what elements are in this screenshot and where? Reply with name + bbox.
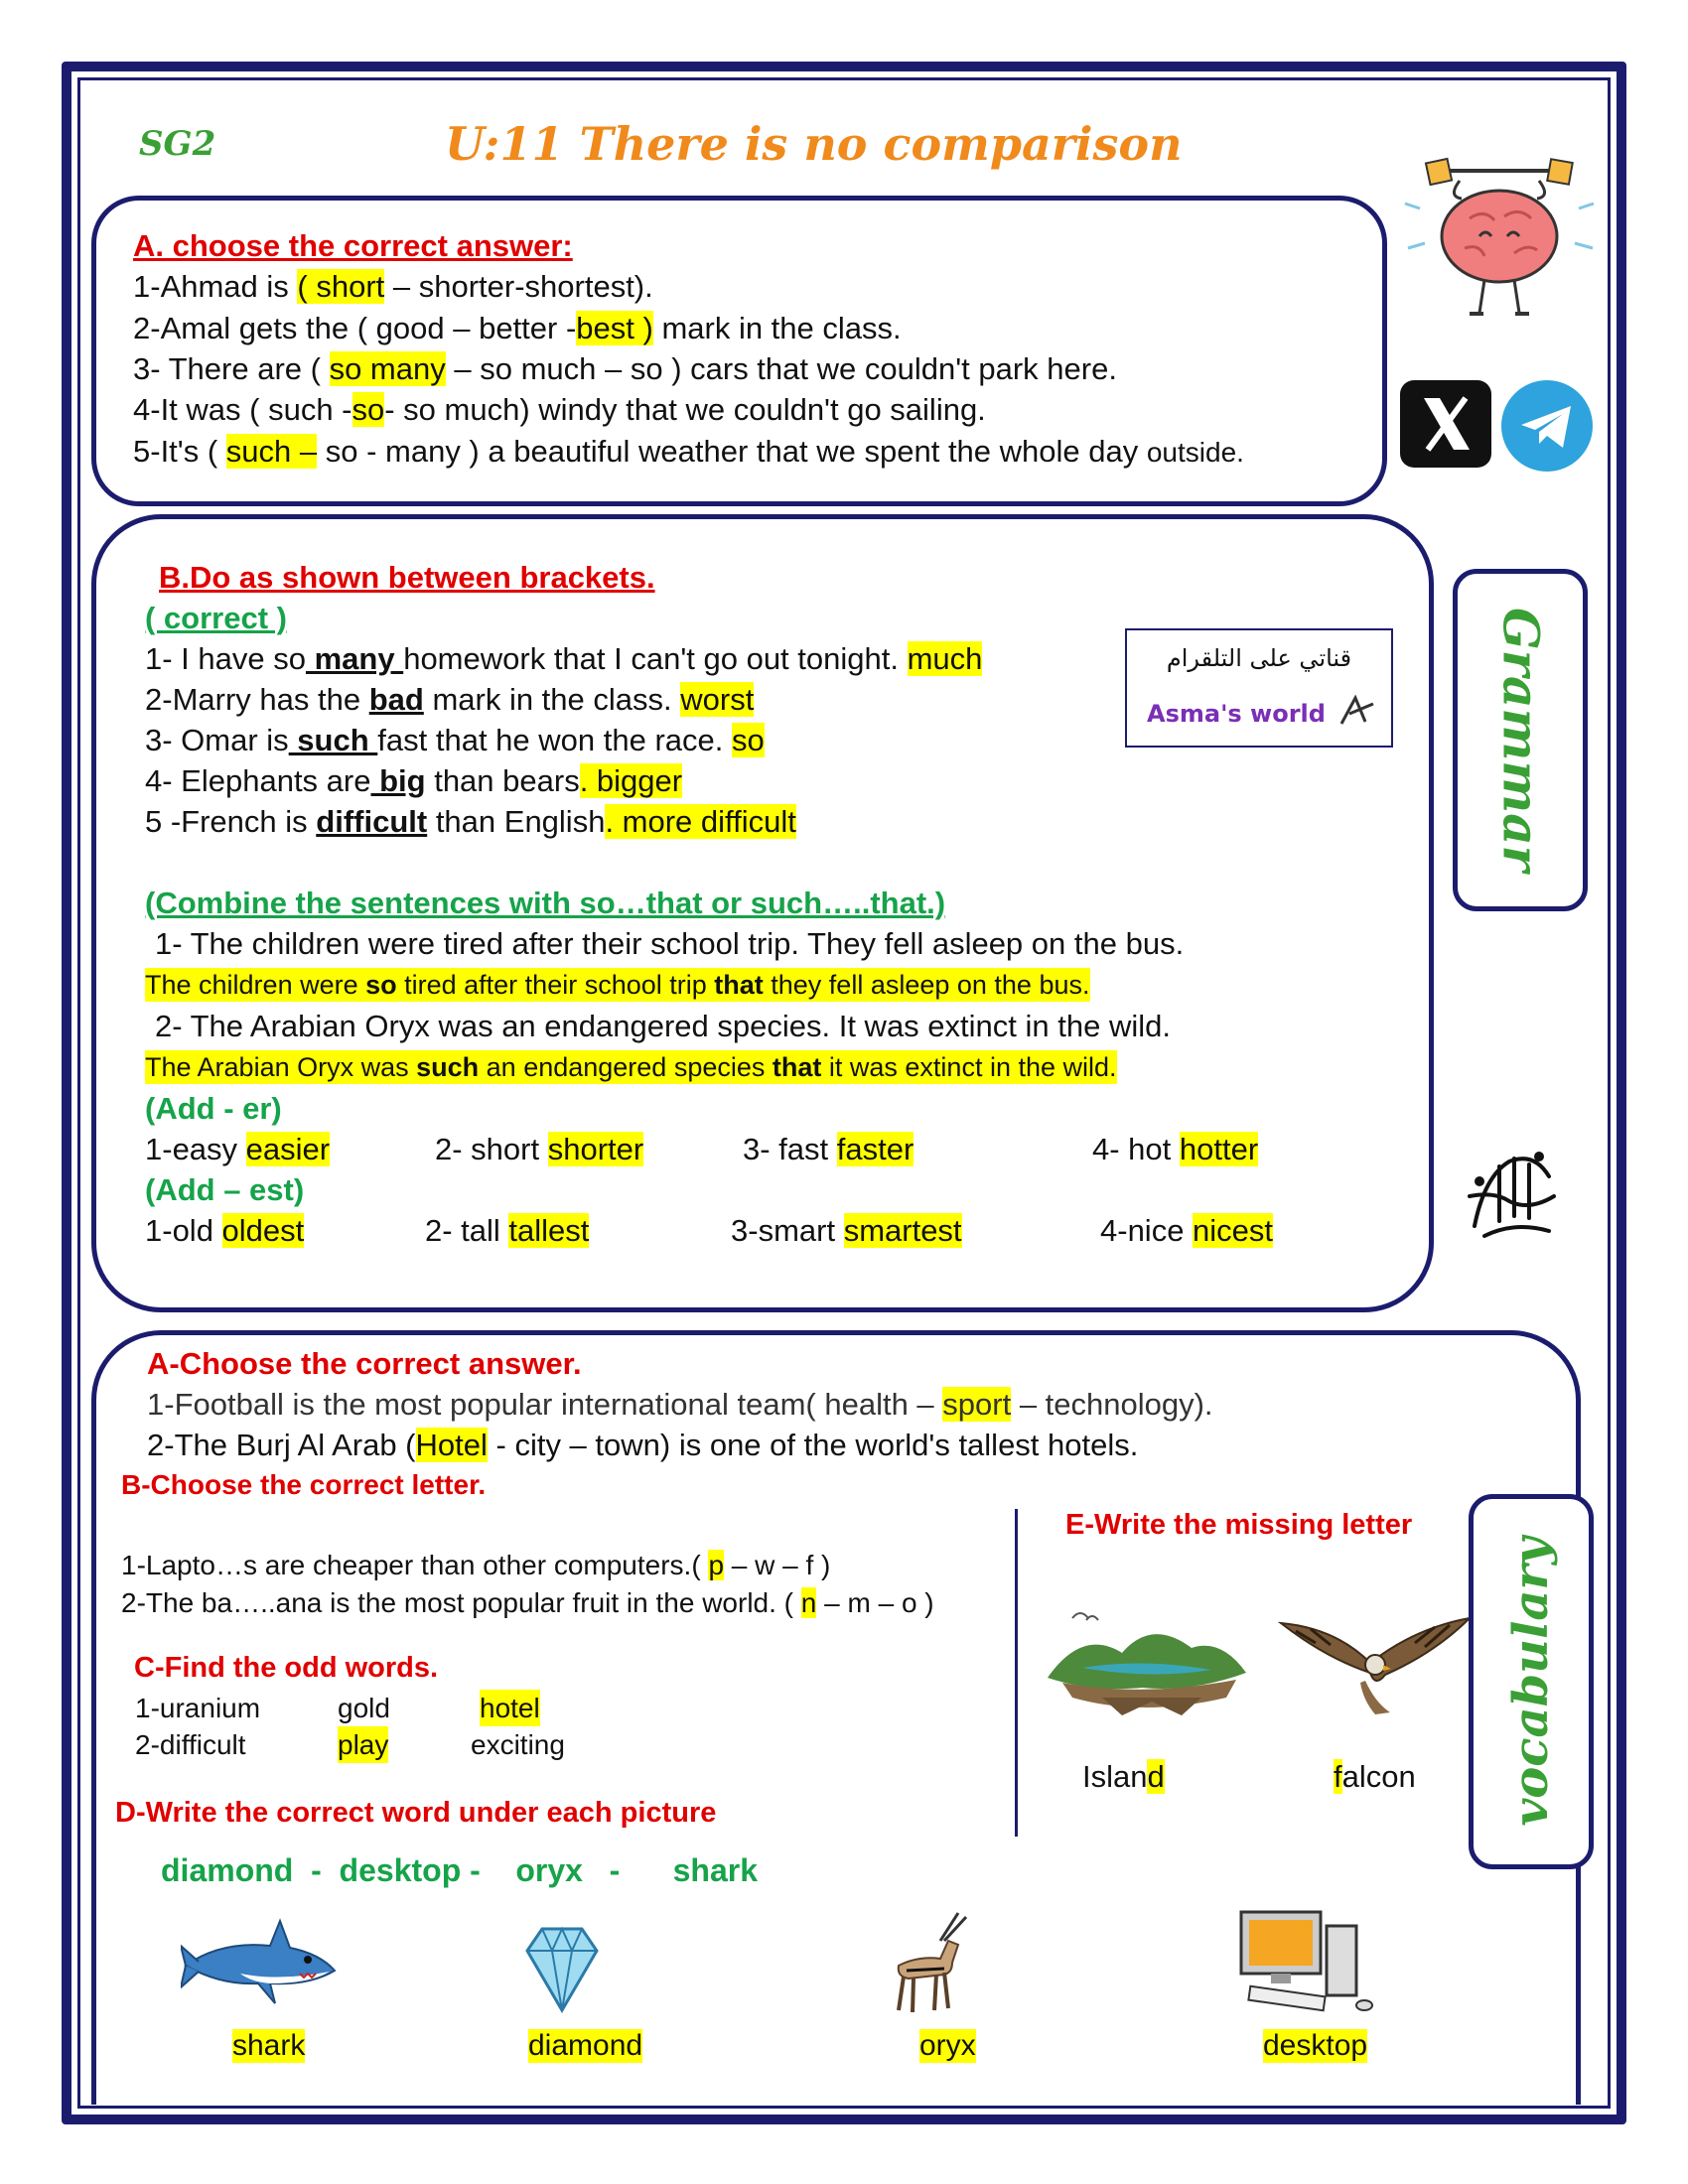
oryx-picture — [879, 1911, 978, 2020]
brain-mascot-icon — [1400, 149, 1599, 323]
grammar-a-question-5: 5-It's ( such – so - many ) a beautiful weather that we spent the whole day outside. — [133, 434, 1244, 469]
x-logo-icon[interactable] — [1400, 380, 1491, 468]
island-picture — [1043, 1598, 1251, 1722]
er-item-3: 3- fast faster — [743, 1132, 914, 1166]
odd-row-2-word-1: 2-difficult — [135, 1729, 246, 1760]
shark-picture — [181, 1916, 340, 2010]
add-est-label: (Add – est) — [145, 1172, 305, 1207]
vocab-d-heading: D-Write the correct word under each picture — [115, 1797, 717, 1829]
odd-row-2-word-3: exciting — [471, 1729, 565, 1760]
island-label: Island — [1082, 1759, 1165, 1794]
vocab-b-question-2: 2-The ba…..ana is the most popular fruit in the world. ( n – m – o ) — [121, 1587, 934, 1618]
vocab-b-heading: B-Choose the correct letter. — [121, 1469, 487, 1500]
diamond-caption: diamond — [528, 2029, 643, 2062]
correct-item-3: 3- Omar is such fast that he won the race. so — [145, 723, 765, 757]
grammar-a-question-2: 2-Amal gets the ( good – better -best ) mark in the class. — [133, 311, 902, 345]
er-item-4: 4- hot hotter — [1092, 1132, 1259, 1166]
oryx-caption: oryx — [919, 2029, 976, 2062]
vocab-d-word-bank: diamond - desktop - oryx - shark — [161, 1852, 758, 1888]
odd-row-1-word-1: 1-uranium — [135, 1693, 261, 1723]
combine-sentence-1: 1- The children were tired after their school trip. They fell asleep on the bus. — [155, 926, 1185, 961]
channel-arabic-text: قناتي على التلقرام — [1166, 644, 1352, 672]
combine-label: (Combine the sentences with so…that or such…..that.) — [145, 886, 946, 920]
odd-row-1-word-2: gold — [338, 1693, 390, 1723]
correct-item-5: 5 -French is difficult than English. more difficult — [145, 804, 796, 839]
er-item-1: 1-easy easier — [145, 1132, 331, 1166]
er-item-2: 2- short shorter — [435, 1132, 644, 1166]
vocab-a-question-2: 2-The Burj Al Arab (Hotel - city – town) is one of the world's tallest hotels. — [147, 1428, 1139, 1462]
grammar-a-question-4: 4-It was ( such -so- so much) windy that we couldn't go sailing. — [133, 392, 986, 427]
correct-item-2: 2-Marry has the bad mark in the class. worst — [145, 682, 755, 717]
est-item-2: 2- tall tallest — [425, 1213, 590, 1248]
correct-item-1: 1- I have so many homework that I can't go out tonight. much — [145, 641, 983, 676]
combine-answer-1: The children were so tired after their school trip that they fell asleep on the bus. — [145, 970, 1090, 1000]
grammar-a-question-3: 3- There are ( so many – so much – so ) cars that we couldn't park here. — [133, 351, 1117, 386]
grammar-b-heading: B.Do as shown between brackets. — [159, 560, 655, 595]
grammar-a-question-1: 1-Ahmad is ( short – shorter-shortest). — [133, 269, 653, 304]
channel-box[interactable] — [1125, 628, 1393, 748]
telegram-icon[interactable] — [1501, 380, 1593, 472]
odd-row-2-word-2: play — [338, 1726, 388, 1763]
combine-answer-2: The Arabian Oryx was such an endangered species that it was extinct in the wild. — [145, 1052, 1117, 1082]
diamond-picture — [517, 1921, 607, 2015]
shark-caption: shark — [232, 2029, 306, 2062]
est-item-3: 3-smart smartest — [731, 1213, 962, 1248]
vocab-a-question-1: 1-Football is the most popular international team( health – sport – technology). — [147, 1387, 1213, 1422]
vocab-c-heading: C-Find the odd words. — [134, 1652, 439, 1684]
vocab-divider — [1015, 1509, 1018, 1837]
worksheet-code: SG2 — [139, 124, 216, 164]
desktop-picture — [1231, 1906, 1390, 2025]
vocab-b-question-1: 1-Lapto…s are cheaper than other computers.( p – w – f ) — [121, 1550, 831, 1580]
page-title: U:11 There is no comparison — [445, 117, 1183, 171]
channel-name: Asma's world — [1147, 700, 1326, 728]
vocab-a-heading: A-Choose the correct answer. — [147, 1346, 582, 1381]
combine-sentence-2: 2- The Arabian Oryx was an endangered species. It was extinct in the wild. — [155, 1009, 1171, 1043]
grammar-tag-label: Grammar — [1491, 608, 1551, 872]
add-er-label: (Add - er) — [145, 1091, 282, 1126]
desktop-caption: desktop — [1263, 2029, 1368, 2062]
odd-row-1-word-3: hotel — [480, 1690, 540, 1726]
arabic-calligraphy-icon — [1455, 1137, 1569, 1251]
correct-label: ( correct ) — [145, 601, 287, 635]
grammar-a-heading: A. choose the correct answer: — [133, 228, 573, 263]
falcon-label: falcon — [1334, 1759, 1416, 1794]
falcon-picture — [1276, 1603, 1475, 1722]
channel-logo-icon — [1336, 692, 1381, 732]
correct-item-4: 4- Elephants are big than bears. bigger — [145, 763, 683, 798]
est-item-4: 4-nice nicest — [1100, 1213, 1274, 1248]
est-item-1: 1-old oldest — [145, 1213, 305, 1248]
vocabulary-tag-label: vocabulary — [1503, 1537, 1559, 1827]
vocab-e-heading: E-Write the missing letter — [1065, 1509, 1413, 1541]
